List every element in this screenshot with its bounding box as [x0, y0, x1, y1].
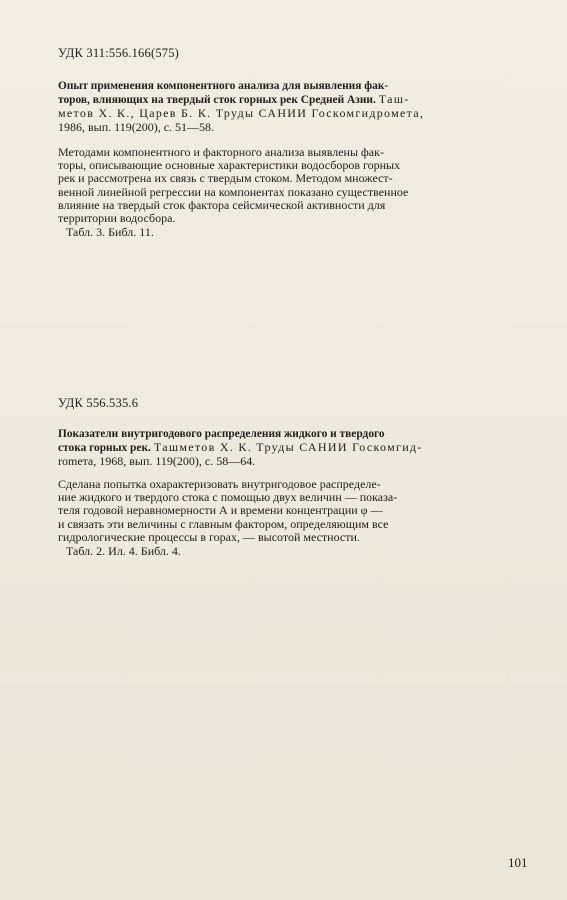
udc-code: УДК 311:556.166(575): [58, 46, 180, 60]
abstract-line: и связать эти величины с главным фактором, определяющим все: [58, 516, 389, 531]
citation-line: romeтa, 1968, вып. 119(200), с. 58—64.: [58, 454, 256, 469]
title-line: торов, влияющих на твердый сток горных рек Средней Азии.: [58, 94, 376, 107]
bibliography-note: Табл. 2. Ил. 4. Библ. 4.: [66, 544, 181, 559]
abstract-line: рек и рассмотрена их связь с твердым стоком. Методом множест-: [58, 171, 393, 186]
abstract-line: гидрологические процессы в горах, — высотой местности.: [58, 529, 360, 544]
entry-1-abstract: [58, 146, 478, 239]
entry-1: [58, 46, 478, 60]
author-lead: Таш-: [378, 92, 410, 107]
abstract-line: Методами компонентного и факторного анализа выявлены фак-: [58, 145, 384, 159]
abstract-line: территории водосбора.: [58, 211, 176, 226]
bibliography-note: Табл. 3. Библ. 11.: [66, 225, 154, 240]
reference: [58, 80, 478, 134]
abstract-line: ние жидкого и твердого стока с помощью двух величин — показа-: [58, 490, 398, 505]
abstract: [58, 478, 478, 544]
citation-line: 1986, вып. 119(200), с. 51—58.: [58, 119, 215, 134]
udc-code: УДК 556.535.6: [58, 396, 139, 410]
abstract-line: торы, описывающие основные характеристики водосборов горных: [58, 158, 401, 173]
title-line: Показатели внутригодового распределения жидкого и твердого: [58, 428, 385, 440]
entry-2-reference: [58, 428, 478, 469]
title-line: стока горных рек.: [58, 442, 151, 455]
citation-line: метов Х. К., Царев Б. К. Труды САНИИ Госкомгидромета,: [58, 106, 425, 121]
entry-1-reference: [58, 80, 478, 134]
abstract-line: влияние на твердый сток фактора сейсмической активности для: [58, 197, 386, 212]
author-lead: Ташметов Х. К. Труды САНИИ Госкомгид-: [153, 440, 423, 455]
reference: [58, 428, 478, 469]
abstract-line: венной линейной регрессии на компонентах показано существенное: [58, 184, 409, 199]
entry-2-abstract: [58, 478, 478, 558]
entry-2: [58, 396, 478, 410]
abstract: [58, 146, 478, 225]
page-number: 101: [508, 855, 528, 870]
abstract-line: Сделана попытка охарактеризовать внутригодовое распределе-: [58, 477, 381, 491]
title-line: Опыт применения компонентного анализа для выявления фак-: [58, 80, 389, 92]
abstract-line: теля годовой неравномерности А и времени концентрации φ —: [58, 503, 383, 518]
